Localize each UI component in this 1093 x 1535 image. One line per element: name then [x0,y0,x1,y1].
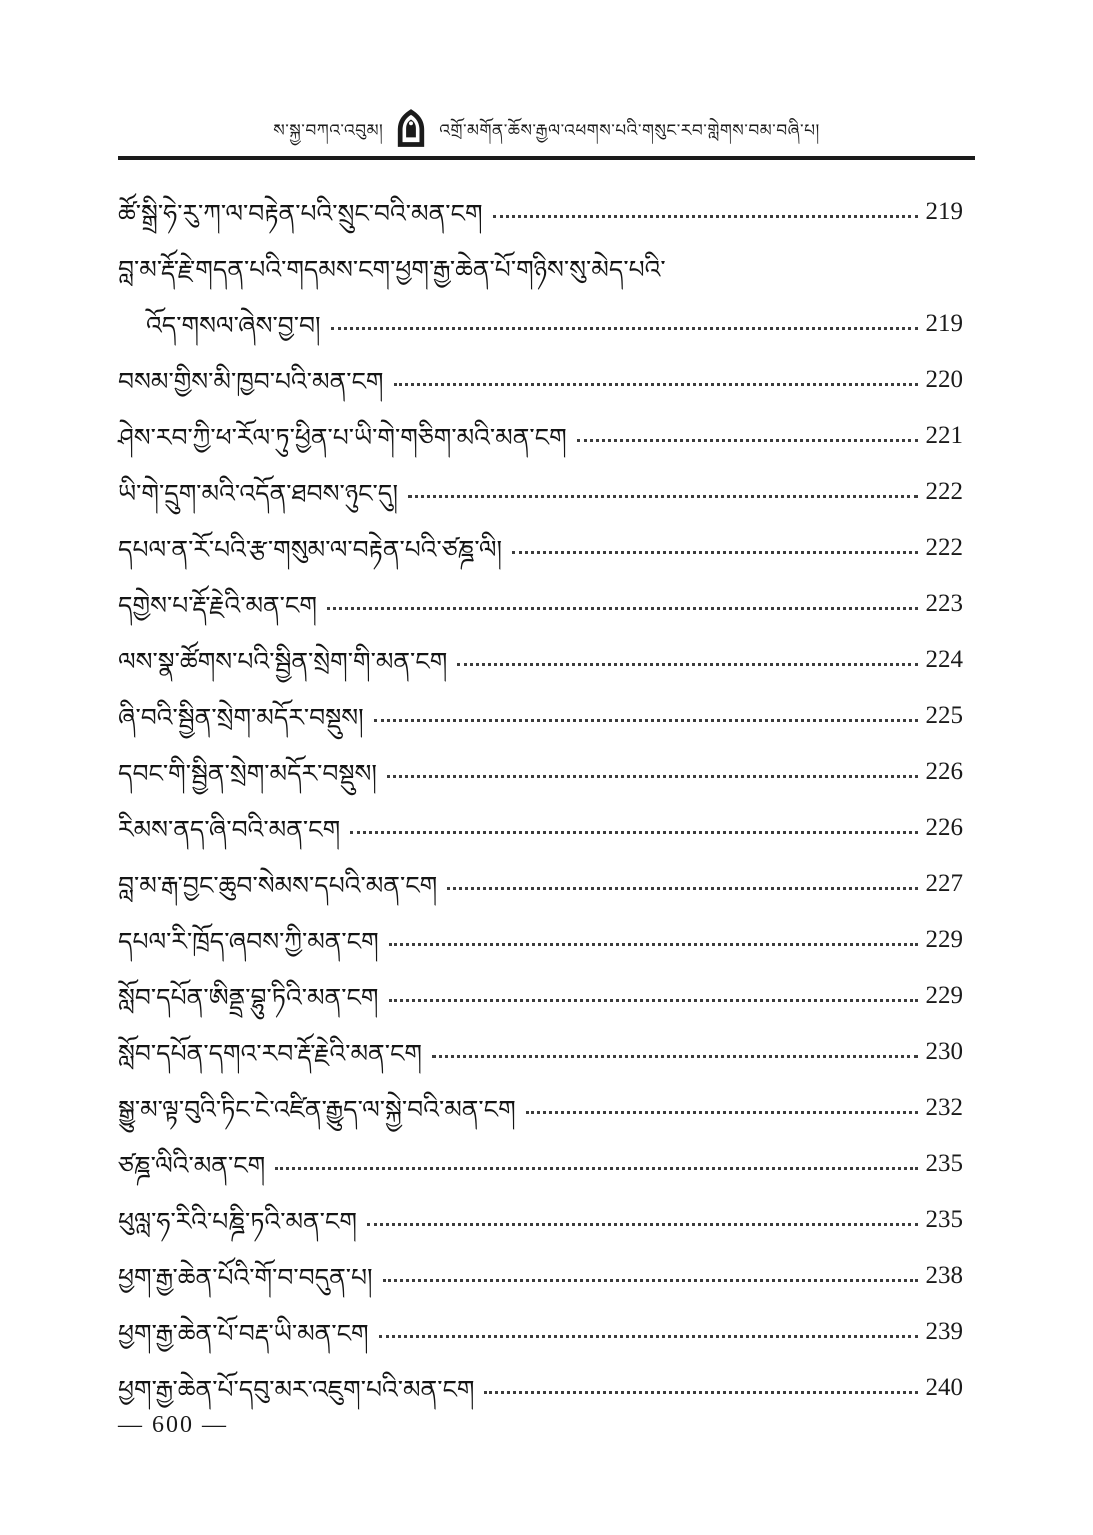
toc-entry [118,736,963,792]
dot-leader [577,439,918,442]
dot-leader [389,999,918,1002]
toc-entry [118,176,963,232]
dot-leader [327,607,918,610]
toc-entry [118,1296,963,1352]
seal-emblem-icon [395,108,427,153]
toc-entry-title: སློབ་དཔོན་དགའ་རབ་རྡོ་རྗེའི་མན་ངག [118,1038,422,1068]
toc-entry-title: ཕྱག་རྒྱ་ཆེན་པོའི་གོ་བ་བདུན་པ། [118,1262,373,1292]
toc-entry-title: ཕྱག་རྒྱ་ཆེན་པོ་དབུ་མར་འཇུག་པའི་མན་ངག [118,1374,475,1404]
page-header [0,108,1093,153]
dot-leader [394,383,918,386]
toc-entry-page: 235 [925,1206,963,1233]
toc-entry-title: ཞི་བའི་སྦྱིན་སྲེག་མདོར་བསྡུས། [118,702,364,732]
toc-entry-page: 221 [925,422,963,449]
toc-entry-title: ཙཎྜ་ལིའི་མན་ངག [118,1150,266,1180]
dot-leader [512,551,917,554]
toc-entry-page: 230 [925,1038,963,1065]
toc-entry [118,1072,963,1128]
table-of-contents [118,176,963,1408]
dot-leader [457,663,917,666]
dot-leader [331,327,918,330]
dot-leader [387,775,918,778]
toc-entry [118,1352,963,1408]
header-series-title: ས་སྐྱ་བཀའ་འབུམ། [273,120,384,141]
toc-entry [118,960,963,1016]
toc-entry-title-continued: འོད་གསལ་ཞེས་བྱ་བ། [146,310,321,340]
dot-leader [383,1279,918,1282]
header-rule [118,156,975,160]
toc-entry [118,344,963,400]
toc-entry-title: ཤེས་རབ་ཀྱི་ཕ་རོལ་ཏུ་ཕྱིན་པ་ཡི་གེ་གཅིག་མའི་མན་ངག [118,422,567,452]
dot-leader [374,719,918,722]
toc-entry [118,680,963,736]
toc-entry-title: དཔལ་རི་ཁྲོད་ཞབས་ཀྱི་མན་ངག [118,926,379,956]
toc-entry-page: 225 [925,702,963,729]
toc-entry [118,1240,963,1296]
dot-leader [447,887,917,890]
dot-leader [367,1223,918,1226]
toc-entry-title: ཡི་གེ་དྲུག་མའི་འདོན་ཐབས་ཉུང་དུ། [118,478,399,508]
toc-entry-page: 226 [925,758,963,785]
toc-entry-page: 229 [925,926,963,953]
toc-entry-title: ཕུལླ་ཧ་རིའི་པཎྜི་ཏའི་མན་ངག [118,1206,357,1236]
dot-leader [379,1335,918,1338]
toc-entry [118,904,963,960]
toc-entry-title: བླ་མ་རྒ་བྱང་ཆུབ་སེམས་དཔའི་མན་ངག [118,870,438,900]
toc-entry-title: དཔལ་ན་རོ་པའི་རྩ་གསུམ་ལ་བརྟེན་པའི་ཙཎྜ་ལི། [118,534,503,564]
toc-entry [118,400,963,456]
toc-entry-page: 219 [925,310,963,337]
toc-entry [118,232,963,344]
toc-entry-page: 235 [925,1150,963,1177]
toc-entry-title: བསམ་གྱིས་མི་ཁྱབ་པའི་མན་ངག [118,366,384,396]
toc-entry-page: 240 [925,1374,963,1401]
toc-entry [118,1128,963,1184]
dot-leader [389,943,918,946]
header-volume-title: འགྲོ་མགོན་ཆོས་རྒྱལ་འཕགས་པའི་གསུང་རབ་གླེགས་བམ་བཞི་པ། [439,120,820,141]
toc-entry-title: སློབ་དཔོན་ཨིནྡྲ་བྷུ་ཏིའི་མན་ངག [118,982,379,1012]
toc-entry-page: 238 [925,1262,963,1289]
toc-entry-title: རིམས་ནད་ཞི་བའི་མན་ངག [118,814,341,844]
toc-entry-page: 226 [925,814,963,841]
toc-entry-title: ཕྱག་རྒྱ་ཆེན་པོ་བརྡ་ཡི་མན་ངག [118,1318,369,1348]
toc-entry-page: 224 [925,646,963,673]
toc-entry-title: སྒྱུ་མ་ལྟ་བུའི་ཏིང་ངེ་འཛིན་རྒྱུད་ལ་སྐྱེ་བའི་མན་ངག [118,1094,516,1124]
dot-leader [408,495,917,498]
toc-entry-title: དབང་གི་སྦྱིན་སྲེག་མདོར་བསྡུས། [118,758,377,788]
toc-entry-title: དགྱེས་པ་རྡོ་རྗེའི་མན་ངག [118,590,317,620]
toc-entry-page: 222 [925,478,963,505]
dot-leader [526,1111,918,1114]
toc-entry [118,848,963,904]
dot-leader [275,1167,917,1170]
toc-entry-page: 223 [925,590,963,617]
toc-entry-page: 222 [925,534,963,561]
dot-leader [484,1391,917,1394]
dot-leader [493,215,918,218]
footer-page-number: — 600 — [118,1412,228,1438]
toc-entry [118,1016,963,1072]
toc-entry [118,792,963,848]
toc-entry-title: བླ་མ་རྡོ་རྗེ་གདན་པའི་གདམས་ངག་ཕྱག་རྒྱ་ཆེན་པོ་གཉིས་སུ་མེད་པའི་ [118,254,666,284]
toc-entry-title: ལས་སྣ་ཚོགས་པའི་སྦྱིན་སྲེག་གི་མན་ངག [118,646,448,676]
toc-entry-page: 239 [925,1318,963,1345]
toc-entry [118,568,963,624]
dot-leader [350,831,917,834]
toc-entry [118,456,963,512]
toc-entry-page: 229 [925,982,963,1009]
toc-entry [118,512,963,568]
dot-leader [432,1055,918,1058]
toc-entry [118,624,963,680]
toc-entry [118,1184,963,1240]
toc-entry-title: ཚོ་སྒྲི་ཧེ་རུ་ཀ་ལ་བརྟེན་པའི་སྲུང་བའི་མན་ངག [118,198,483,228]
toc-entry-page: 220 [925,366,963,393]
toc-entry-page: 227 [925,870,963,897]
toc-entry-page: 232 [925,1094,963,1121]
toc-entry-page: 219 [925,198,963,225]
